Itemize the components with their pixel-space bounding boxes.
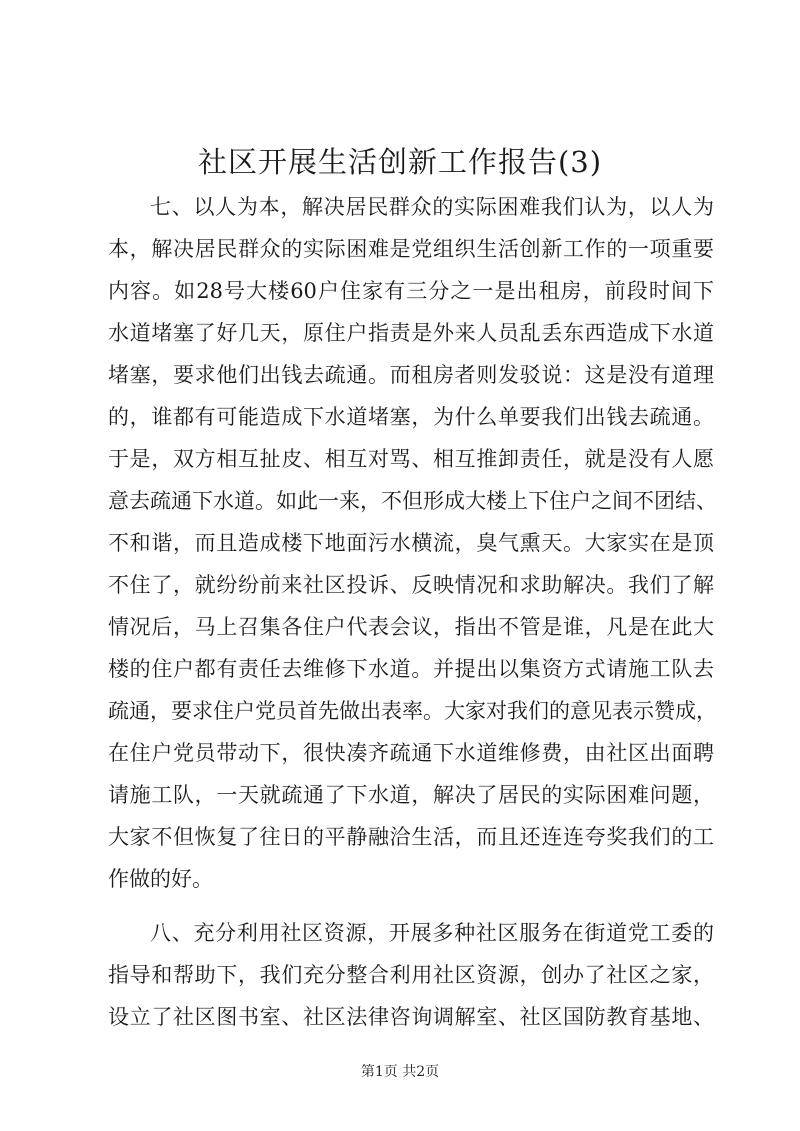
paragraph-1-line: 情况后，马上召集各住户代表会议，指出不管是谁，凡是在此大: [108, 615, 714, 639]
paragraph-1-line: 内容。如28号大楼60户住家有三分之一是出租房，前段时间下: [108, 279, 714, 303]
paragraph-1-line: 的，谁都有可能造成下水道堵塞，为什么单要我们出钱去疏通。: [108, 405, 714, 429]
document-body: [108, 186, 717, 1038]
paragraph-1-line: 水道堵塞了好几天，原住户指责是外来人员乱丢东西造成下水道: [108, 321, 714, 345]
paragraph-1-line: 在住户党员带动下，很快凑齐疏通下水道维修费，由社区出面聘: [108, 741, 714, 765]
paragraph-1-line: 意去疏通下水道。如此一来，不但形成大楼上下住户之间不团结、: [108, 489, 717, 513]
paragraph-1-line: 请施工队，一天就疏通了下水道，解决了居民的实际困难问题，: [108, 783, 714, 807]
paragraph-2-line: 设立了社区图书室、社区法律咨询调解室、社区国防教育基地、: [108, 1005, 714, 1029]
paragraph-1-line: 不住了，就纷纷前来社区投诉、反映情况和求助解决。我们了解: [108, 573, 714, 597]
paragraph-2-line: 八、充分利用社区资源，开展多种社区服务在街道党工委的: [150, 921, 714, 945]
paragraph-gap: [108, 900, 714, 912]
paragraph-1-line: 作做的好。: [108, 867, 213, 891]
paragraph-1-line: 疏通，要求住户党员首先做出表率。大家对我们的意见表示赞成，: [108, 699, 717, 723]
paragraph-1-line: 不和谐，而且造成楼下地面污水横流，臭气熏天。大家实在是顶: [108, 531, 714, 555]
paragraph-2-line: 指导和帮助下，我们充分整合利用社区资源，创办了社区之家，: [108, 963, 714, 987]
paragraph-1-line: 七、以人为本，解决居民群众的实际困难我们认为，以人为: [150, 195, 714, 219]
paragraph-1-line: 大家不但恢复了往日的平静融洽生活，而且还连连夸奖我们的工: [108, 825, 714, 849]
page-footer: 第1页 共2页: [360, 1064, 440, 1080]
paragraph-1-line: 于是，双方相互扯皮、相互对骂、相互推卸责任，就是没有人愿: [108, 447, 714, 471]
paragraph-1-line: 堵塞，要求他们出钱去疏通。而租房者则发驳说：这是没有道理: [108, 363, 714, 387]
paragraph-1-line: 楼的住户都有责任去维修下水道。并提出以集资方式请施工队去: [108, 657, 714, 681]
paragraph-1-line: 本，解决居民群众的实际困难是党组织生活创新工作的一项重要: [108, 237, 714, 261]
document-title: 社区开展生活创新工作报告(3): [197, 145, 603, 179]
